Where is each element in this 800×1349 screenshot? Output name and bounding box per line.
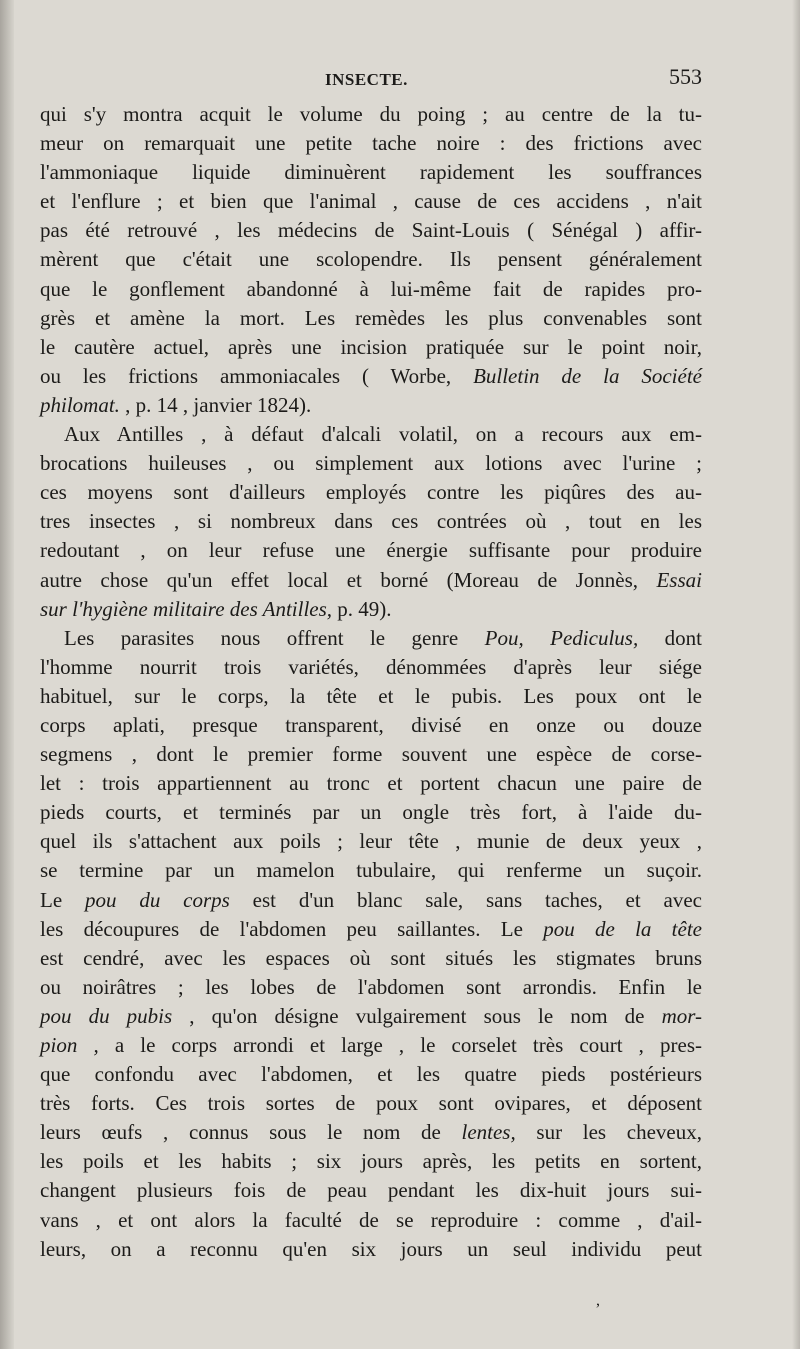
text-line	[40, 333, 702, 362]
italic-segment: Essai	[656, 567, 702, 592]
text-segment: segmens , dont le premier forme souvent une espèce de corse-	[40, 742, 702, 767]
text-line	[40, 478, 702, 507]
text-segment: que le gonflement abandonné à lui-même fait de rapides pro-	[40, 276, 702, 301]
text-line	[40, 449, 702, 478]
text-line	[40, 100, 702, 129]
text-line	[40, 507, 702, 536]
text-line	[40, 769, 702, 798]
page-gutter-shadow	[0, 0, 14, 1349]
text-segment: leurs, on a reconnu qu'en six jours un seul individu peut	[40, 1236, 702, 1261]
text-segment: les découpures de l'abdomen peu saillantes. Le	[40, 916, 544, 941]
text-line	[40, 944, 702, 973]
text-segment: ou noirâtres ; les lobes de l'abdomen sont arrondis. Enfin le	[40, 974, 702, 999]
italic-segment: Bulletin de la Société	[473, 363, 702, 388]
text-segment: ou les frictions ammoniacales ( Worbe,	[40, 363, 474, 388]
text-segment: est d'un blanc sale, sans taches, et avec	[229, 887, 702, 912]
text-segment: dont	[638, 625, 702, 650]
text-line	[40, 1031, 702, 1060]
paragraph	[40, 624, 702, 1264]
text-line	[40, 362, 702, 391]
text-segment: l'ammoniaque liquide diminuèrent rapidement les souffrances	[40, 160, 702, 185]
text-line	[40, 304, 702, 333]
text-line	[40, 682, 702, 711]
text-line	[40, 129, 702, 158]
text-segment: Aux Antilles , à défaut d'alcali volatil, on a recours aux em-	[64, 422, 702, 447]
text-line	[40, 187, 702, 216]
text-line	[40, 595, 702, 624]
text-line	[40, 391, 702, 420]
text-segment: sur les cheveux,	[515, 1120, 702, 1145]
text-segment: et l'enflure ; et bien que l'animal , cause de ces accidens , n'ait	[40, 189, 702, 214]
italic-segment: lentes,	[461, 1120, 516, 1145]
text-segment: très forts. Ces trois sortes de poux sont ovipares, et déposent	[40, 1091, 702, 1116]
text-segment: tres insectes , si nombreux dans ces contrées où , tout en les	[40, 509, 702, 534]
paragraph	[40, 420, 702, 624]
text-segment: mèrent que c'était une scolopendre. Ils pensent généralement	[40, 247, 702, 272]
text-segment: brocations huileuses , ou simplement aux lotions avec l'urine ;	[40, 451, 702, 476]
text-line	[40, 275, 702, 304]
text-segment: ces moyens sont d'ailleurs employés contre les piqûres des au-	[40, 480, 702, 505]
text-segment: les poils et les habits ; six jours après, les petits en sortent,	[40, 1149, 702, 1174]
text-line	[40, 827, 702, 856]
text-line	[40, 420, 702, 449]
text-segment: autre chose qu'un effet local et borné (Moreau de Jonnès,	[40, 567, 657, 592]
page-number: 553	[669, 64, 702, 89]
text-line	[40, 245, 702, 274]
text-line	[40, 886, 702, 915]
text-line	[40, 1060, 702, 1089]
text-segment: pas été retrouvé , les médecins de Saint-Louis ( Sénégal ) affir-	[40, 218, 702, 243]
text-line	[40, 1206, 702, 1235]
text-line	[40, 1089, 702, 1118]
text-line	[40, 915, 702, 944]
text-segment: le cautère actuel, après une incision pratiquée sur le point noir,	[40, 334, 702, 359]
page-edge-shadow	[792, 0, 800, 1349]
text-line	[40, 798, 702, 827]
italic-segment: sur l'hygiène militaire des Antilles,	[40, 596, 333, 621]
text-line	[40, 566, 702, 595]
text-line	[40, 1176, 702, 1205]
text-segment: corps aplati, presque transparent, divisé en onze ou douze	[40, 712, 702, 737]
stray-ink-mark: ,	[596, 1292, 600, 1309]
running-title: INSECTE.	[325, 70, 408, 89]
text-line	[40, 1002, 702, 1031]
text-line	[40, 158, 702, 187]
body-text	[40, 100, 702, 1264]
text-line	[40, 536, 702, 565]
text-line	[40, 1235, 702, 1264]
text-segment: grès et amène la mort. Les remèdes les plus convenables sont	[40, 305, 702, 330]
text-segment: que confondu avec l'abdomen, et les quatre pieds postérieurs	[40, 1062, 702, 1087]
text-line	[40, 1147, 702, 1176]
text-segment: , p. 14 , janvier 1824).	[119, 392, 312, 417]
text-line	[40, 624, 702, 653]
text-line	[40, 653, 702, 682]
italic-segment: mor-	[661, 1003, 702, 1028]
text-line	[40, 856, 702, 885]
italic-segment: pou de la tête	[543, 916, 702, 941]
italic-segment: pion ,	[40, 1033, 99, 1057]
text-segment: vans , et ont alors la faculté de se reproduire : comme , d'ail-	[40, 1207, 702, 1232]
text-segment: , qu'on désigne vulgairement sous le nom de	[172, 1003, 662, 1028]
text-segment: habituel, sur le corps, la tête et le pubis. Les poux ont le	[40, 683, 702, 708]
text-segment: leurs œufs , connus sous le nom de	[40, 1120, 462, 1145]
italic-segment: pou du pubis	[40, 1003, 173, 1028]
text-segment: Le	[40, 887, 85, 912]
text-segment: changent plusieurs fois de peau pendant les dix-huit jours sui-	[40, 1178, 702, 1203]
text-line	[40, 740, 702, 769]
text-segment: l'homme nourrit trois variétés, dénommées d'après leur siége	[40, 654, 702, 679]
text-segment: meur on remarquait une petite tache noire : des frictions avec	[40, 131, 702, 156]
italic-segment: Pou, Pediculus,	[484, 625, 639, 650]
text-segment: Les parasites nous offrent le genre	[64, 625, 485, 650]
text-segment: est cendré, avec les espaces où sont situés les stigmates bruns	[40, 945, 702, 970]
text-segment: se termine par un mamelon tubulaire, qui renferme un suçoir.	[40, 858, 702, 883]
text-line	[40, 1118, 702, 1147]
page-header	[40, 64, 702, 94]
text-line	[40, 711, 702, 740]
text-segment: a le corps arrondi et large , le corselet très court , pres-	[98, 1033, 702, 1057]
text-segment: quel ils s'attachent aux poils ; leur tête , munie de deux yeux ,	[40, 829, 702, 854]
text-segment: let : trois appartiennent au tronc et portent chacun une paire de	[40, 771, 702, 796]
text-line	[40, 973, 702, 1002]
text-line	[40, 216, 702, 245]
text-segment: pieds courts, et terminés par un ongle très fort, à l'aide du-	[40, 800, 702, 825]
text-segment: qui s'y montra acquit le volume du poing ; au centre de la tu-	[40, 102, 702, 126]
paragraph	[40, 100, 702, 420]
italic-segment: pou du corps	[84, 887, 230, 912]
text-segment: p. 49).	[332, 596, 392, 621]
text-segment: redoutant , on leur refuse une énergie suffisante pour produire	[40, 538, 702, 563]
italic-segment: philomat.	[40, 392, 120, 417]
